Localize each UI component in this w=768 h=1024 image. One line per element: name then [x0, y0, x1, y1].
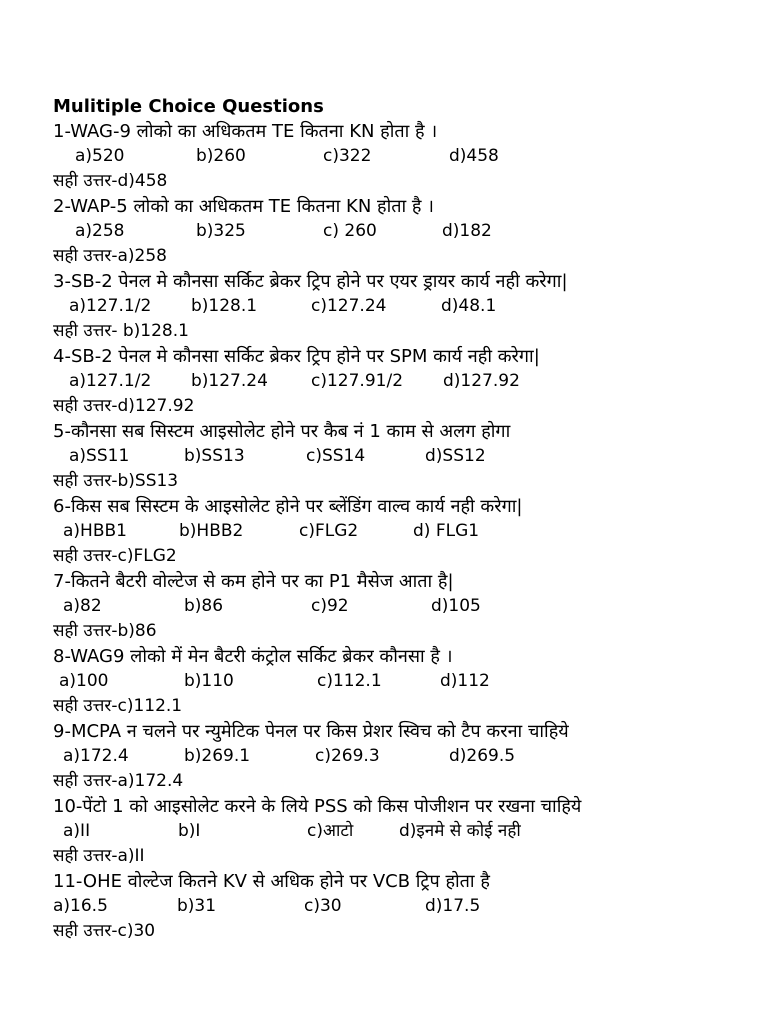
option-c: c)SS14	[306, 446, 366, 466]
option-a: a)82	[63, 596, 102, 616]
option-a: a)16.5	[53, 896, 108, 916]
question-text: 9-MCPA न चलने पर न्युमेटिक पेनल पर किस प्रेशर स्विच को टैप करना चाहिये	[53, 721, 569, 742]
document-title: Mulitiple Choice Questions	[53, 96, 324, 117]
answer-text: सही उत्तर- b)128.1	[53, 321, 189, 341]
option-a: a)HBB1	[63, 521, 127, 541]
question-text: 3-SB-2 पेनल मे कौनसा सर्किट ब्रेकर ट्रिप होने पर एयर ड्रायर कार्य नही करेगा|	[53, 271, 568, 292]
option-d: d) FLG1	[413, 521, 480, 541]
answer-text: सही उत्तर-a)172.4	[53, 771, 184, 791]
option-c: c)आटो	[307, 821, 354, 841]
option-b: b)269.1	[184, 746, 251, 766]
answer-text: सही उत्तर-b)86	[53, 621, 157, 641]
options-row	[53, 219, 753, 244]
answer-text: सही उत्तर-a)258	[53, 246, 167, 266]
question-text: 11-OHE वोल्टेज कितने KV से अधिक होने पर VCB ट्रिप होता है	[53, 871, 490, 892]
answer-text: सही उत्तर-d)127.92	[53, 396, 195, 416]
option-b: b)260	[196, 146, 246, 166]
option-c: c)92	[311, 596, 349, 616]
answer-text: सही उत्तर-c)30	[53, 921, 156, 941]
question-text: 2-WAP-5 लोको का अधिकतम TE कितना KN होता है ।	[53, 196, 434, 217]
option-a: a)172.4	[63, 746, 129, 766]
option-d: d)112	[440, 671, 490, 691]
option-b: b)31	[177, 896, 217, 916]
option-b: b)128.1	[191, 296, 258, 316]
option-b: b)127.24	[191, 371, 268, 391]
answer-text: सही उत्तर-d)458	[53, 171, 168, 191]
answer-text: सही उत्तर-c)112.1	[53, 696, 183, 716]
option-d: d)458	[449, 146, 499, 166]
option-a: a)SS11	[69, 446, 130, 466]
answer-text: सही उत्तर-b)SS13	[53, 471, 179, 491]
option-b: b)I	[178, 821, 201, 841]
option-d: d)इनमे से कोई नही	[399, 821, 521, 841]
option-a: a)II	[63, 821, 91, 841]
option-c: c)FLG2	[299, 521, 359, 541]
option-a: a)127.1/2	[69, 296, 152, 316]
document-page	[53, 96, 753, 944]
option-c: c)127.24	[311, 296, 387, 316]
option-b: b)86	[184, 596, 224, 616]
question-text: 7-कितने बैटरी वोल्टेज से कम होने पर का P1 मैसेज आता है|	[53, 571, 454, 592]
option-c: c)127.91/2	[311, 371, 404, 391]
option-d: d)127.92	[443, 371, 520, 391]
options-row	[53, 594, 753, 619]
question-list	[53, 119, 753, 944]
question-text: 6-किस सब सिस्टम के आइसोलेट होने पर ब्लेंडिंग वाल्व कार्य नही करेगा|	[53, 496, 523, 517]
option-d: d)182	[442, 221, 492, 241]
option-b: b)325	[196, 221, 246, 241]
option-d: d)105	[431, 596, 481, 616]
answer-text: सही उत्तर-c)FLG2	[53, 546, 177, 566]
options-row	[53, 894, 753, 919]
options-row	[53, 294, 753, 319]
option-c: c) 260	[323, 221, 377, 241]
question-text: 8-WAG9 लोको में मेन बैटरी कंट्रोल सर्किट ब्रेकर कौनसा है ।	[53, 646, 453, 667]
option-a: a)520	[75, 146, 125, 166]
option-c: c)322	[323, 146, 372, 166]
option-c: c)112.1	[317, 671, 382, 691]
answer-text: सही उत्तर-a)II	[53, 846, 145, 866]
options-row	[53, 744, 753, 769]
options-row	[53, 369, 753, 394]
question-text: 5-कौनसा सब सिस्टम आइसोलेट होने पर कैब नं 1 काम से अलग होगा	[53, 421, 511, 442]
option-a: a)258	[75, 221, 125, 241]
option-c: c)269.3	[315, 746, 380, 766]
question-text: 10-पेंटो 1 को आइसोलेट करने के लिये PSS को किस पोजीशन पर रखना चाहिये	[53, 796, 582, 817]
option-b: b)110	[184, 671, 234, 691]
option-d: d)269.5	[449, 746, 516, 766]
option-a: a)100	[59, 671, 109, 691]
option-b: b)HBB2	[179, 521, 244, 541]
question-text: 4-SB-2 पेनल मे कौनसा सर्किट ब्रेकर ट्रिप होने पर SPM कार्य नही करेगा|	[53, 346, 540, 367]
option-a: a)127.1/2	[69, 371, 152, 391]
options-row	[53, 519, 753, 544]
options-row	[53, 669, 753, 694]
option-c: c)30	[304, 896, 342, 916]
question-text: 1-WAG-9 लोको का अधिकतम TE कितना KN होता है ।	[53, 121, 438, 142]
options-row	[53, 444, 753, 469]
option-d: d)SS12	[425, 446, 486, 466]
option-b: b)SS13	[184, 446, 245, 466]
options-row	[53, 144, 753, 169]
option-d: d)48.1	[441, 296, 497, 316]
option-d: d)17.5	[425, 896, 481, 916]
options-row	[53, 819, 753, 844]
